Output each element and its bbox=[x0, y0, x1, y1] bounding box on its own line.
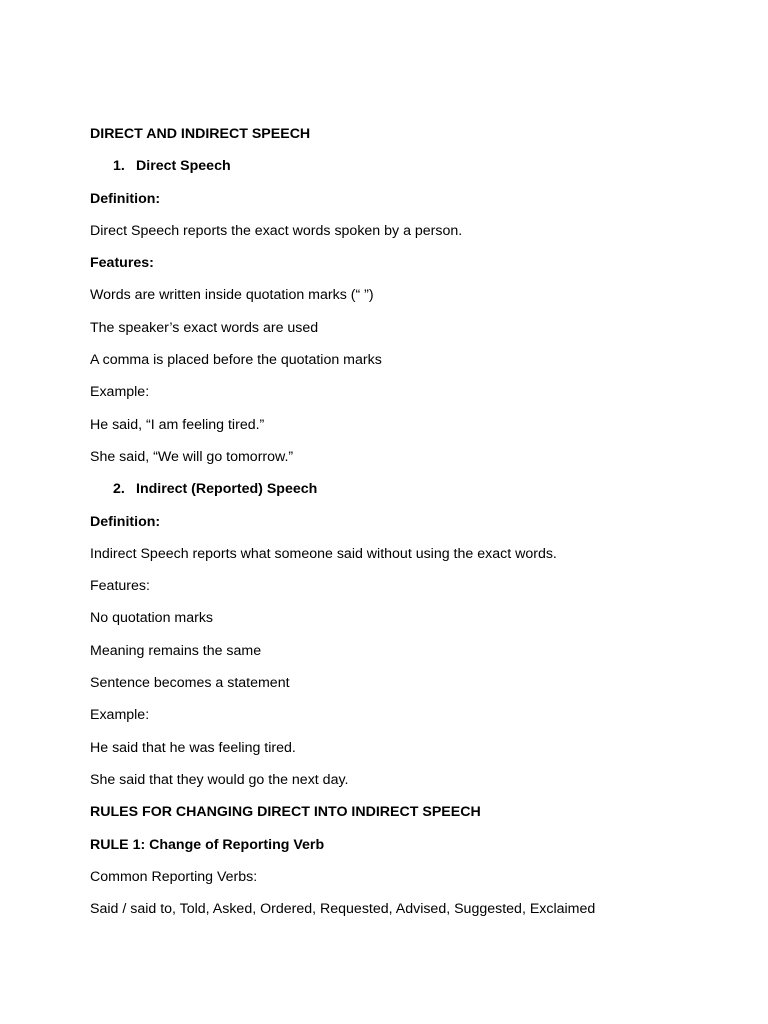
definition-label: Definition: bbox=[90, 513, 161, 530]
feature-item: The speaker’s exact words are used bbox=[90, 319, 319, 336]
example-item: She said, “We will go tomorrow.” bbox=[90, 448, 294, 465]
feature-item: No quotation marks bbox=[90, 610, 214, 627]
example-item: He said that he was feeling tired. bbox=[90, 739, 296, 756]
document-title: DIRECT AND INDIRECT SPEECH bbox=[90, 126, 311, 142]
section-heading-indirect-speech bbox=[90, 477, 710, 501]
feature-item: Meaning remains the same bbox=[90, 642, 262, 659]
reporting-verbs-list: Said / said to, Told, Asked, Ordered, Requested, Advised, Suggested, Exclaimed bbox=[90, 901, 596, 918]
feature-item: Words are written inside quotation marks (“ ”) bbox=[90, 287, 374, 304]
section-number: 2. bbox=[113, 481, 125, 498]
example-item: She said that they would go the next day. bbox=[90, 771, 349, 788]
feature-item: A comma is placed before the quotation marks bbox=[90, 352, 382, 369]
rules-heading: RULES FOR CHANGING DIRECT INTO INDIRECT SPEECH bbox=[90, 804, 481, 821]
document-page bbox=[90, 122, 710, 929]
definition-label: Definition: bbox=[90, 190, 161, 207]
reporting-verbs-label: Common Reporting Verbs: bbox=[90, 868, 258, 885]
section-heading-direct-speech bbox=[90, 154, 710, 178]
section-number: 1. bbox=[113, 158, 125, 175]
definition-text: Direct Speech reports the exact words spoken by a person. bbox=[90, 222, 463, 239]
features-label: Features: bbox=[90, 578, 150, 595]
example-label: Example: bbox=[90, 707, 150, 724]
example-label: Example: bbox=[90, 384, 150, 401]
rule-heading: RULE 1: Change of Reporting Verb bbox=[90, 836, 325, 853]
example-item: He said, “I am feeling tired.” bbox=[90, 416, 265, 433]
section-heading-text: Direct Speech bbox=[136, 158, 231, 175]
features-label: Features: bbox=[90, 255, 154, 272]
feature-item: Sentence becomes a statement bbox=[90, 675, 290, 692]
definition-text: Indirect Speech reports what someone said without using the exact words. bbox=[90, 545, 557, 562]
section-heading-text: Indirect (Reported) Speech bbox=[136, 481, 318, 498]
